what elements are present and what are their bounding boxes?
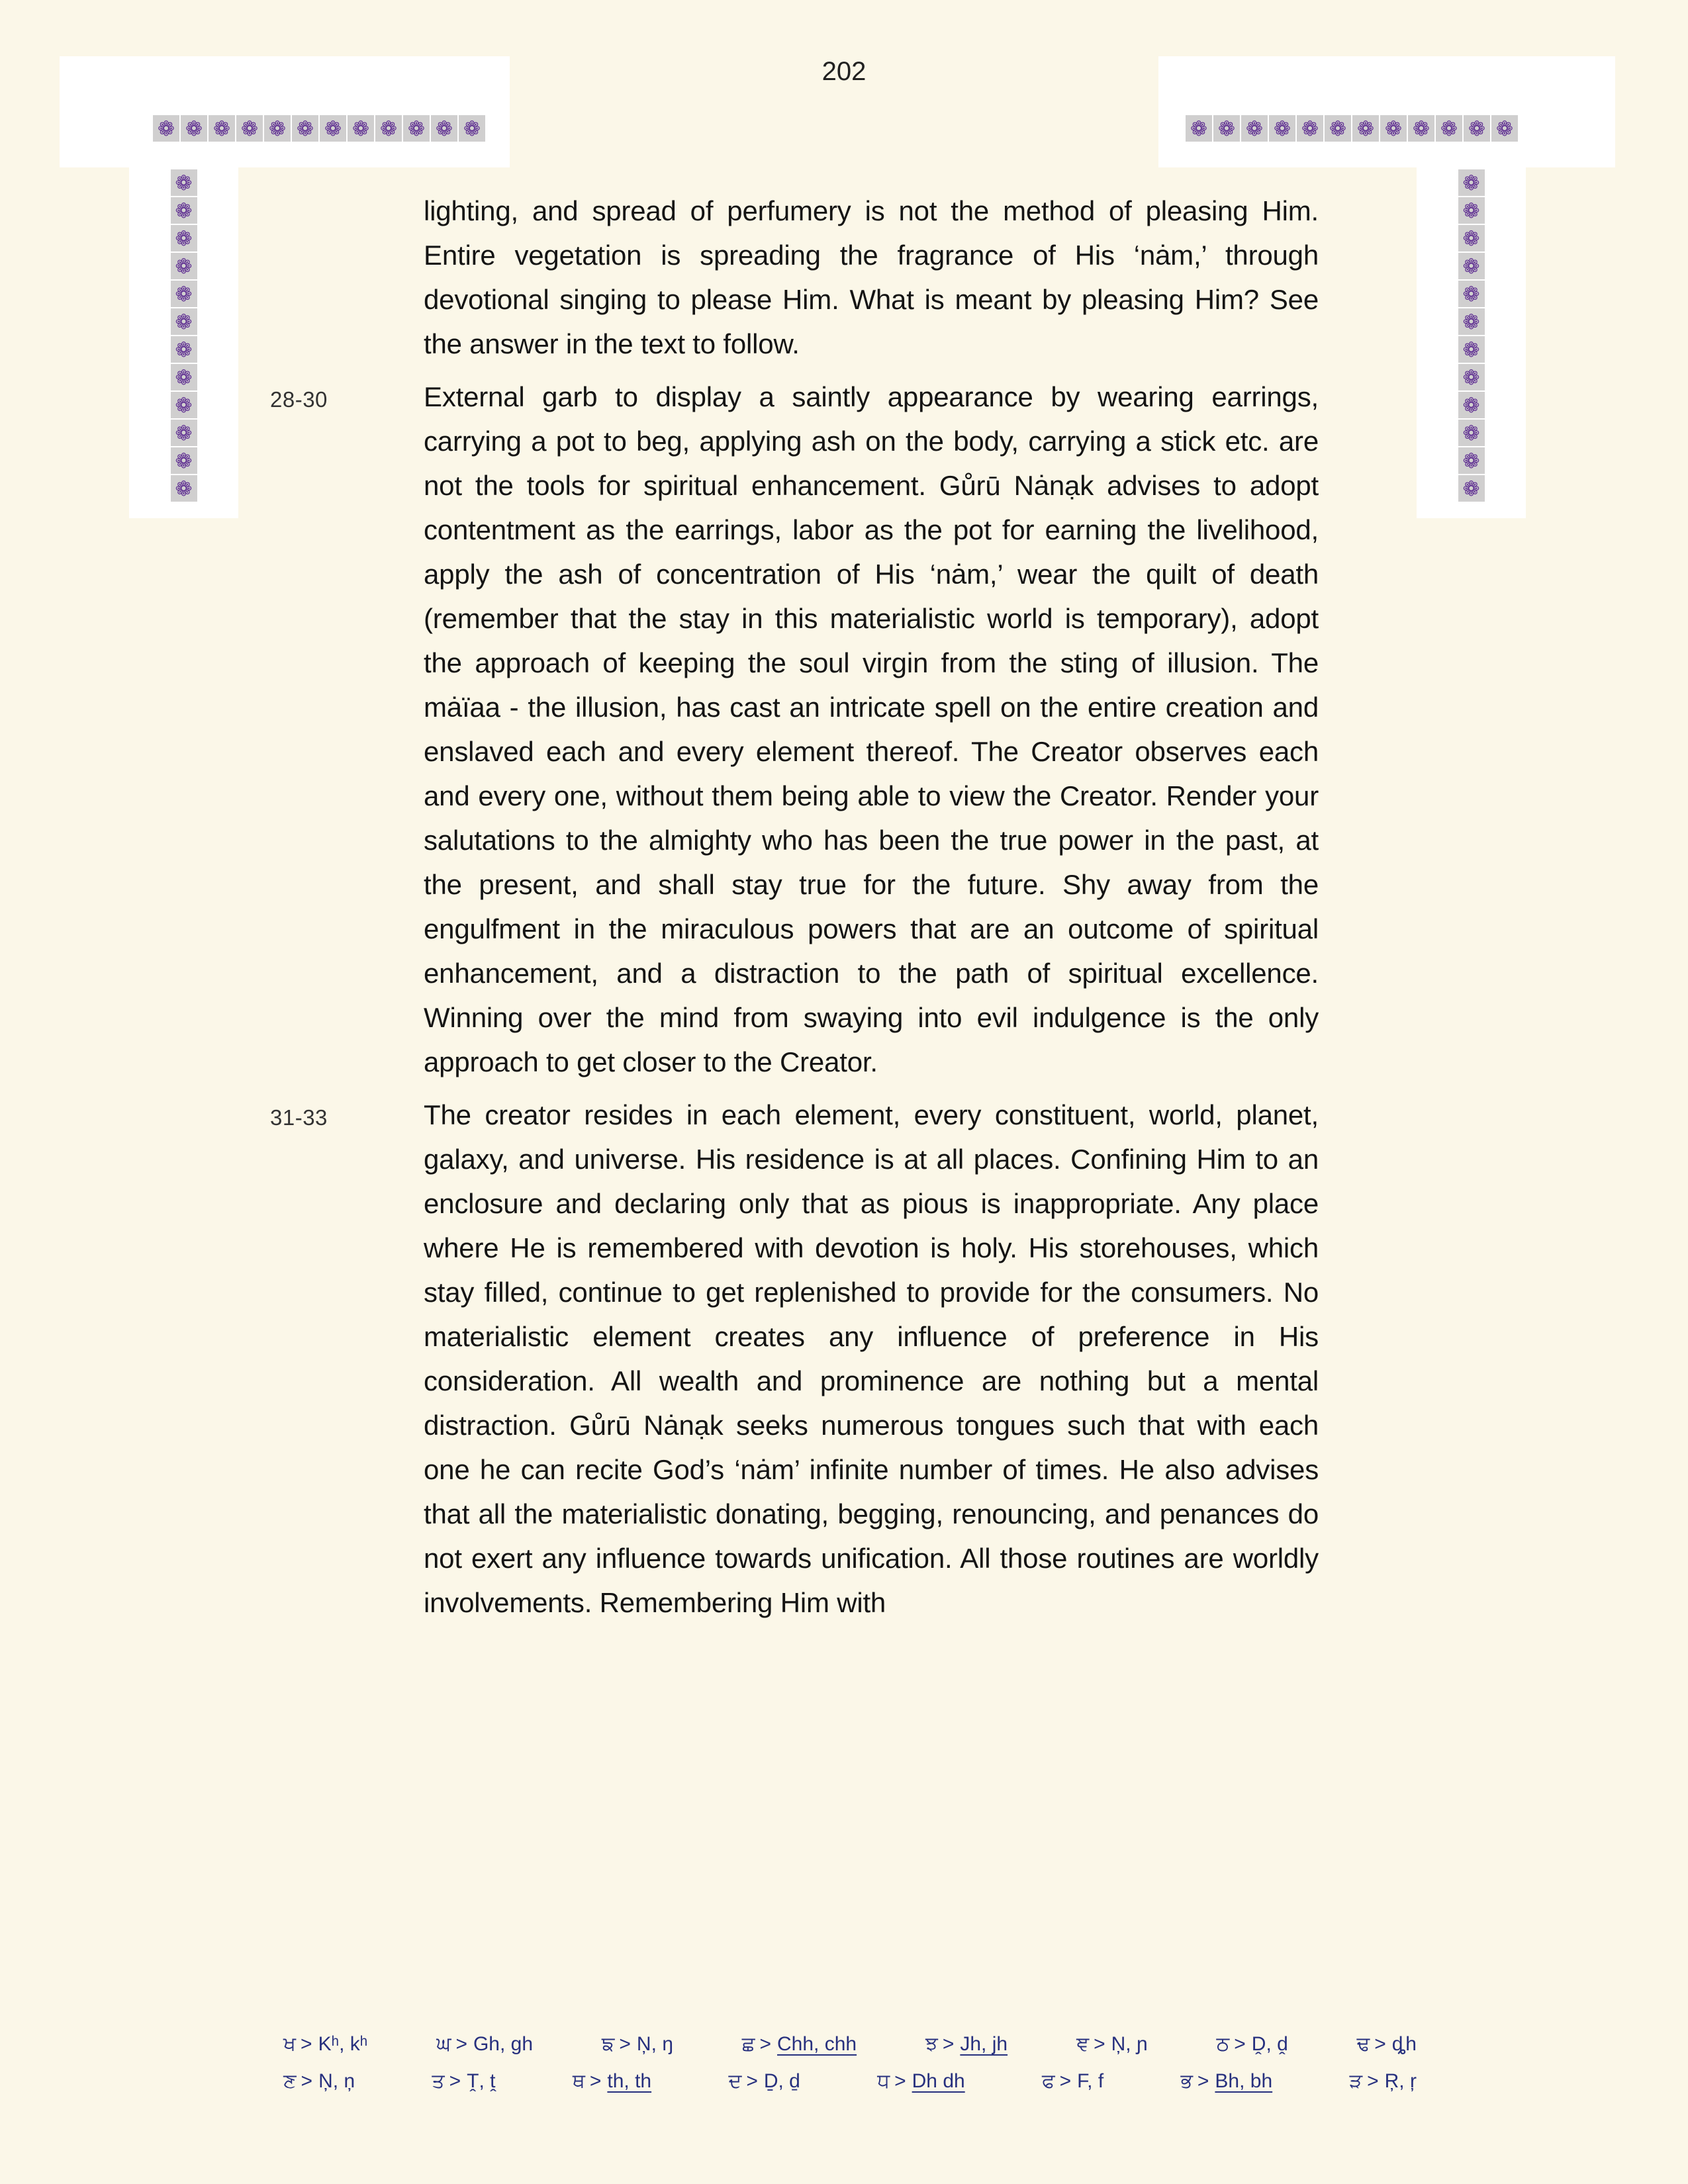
- latin-equivalent: Chh, chh: [777, 2033, 857, 2055]
- translit-cell: [283, 2033, 367, 2056]
- paragraph: [270, 375, 1319, 1084]
- latin-equivalent: F, f: [1077, 2070, 1104, 2092]
- maps-to-symbol: >: [1367, 2070, 1379, 2092]
- flower-icon: ❁: [1380, 115, 1407, 142]
- flower-icon: ❁: [292, 115, 318, 142]
- latin-equivalent: Kʰ, kʰ: [318, 2033, 368, 2055]
- translit-cell: [1349, 2070, 1416, 2093]
- latin-equivalent: ȡh: [1391, 2033, 1417, 2055]
- maps-to-symbol: >: [942, 2033, 955, 2055]
- latin-equivalent: Ņ, ņ: [318, 2070, 355, 2092]
- gurmukhi-letter: ਛ: [741, 2033, 755, 2055]
- flower-icon: ❁: [1213, 115, 1240, 142]
- gurmukhi-letter: ਫ: [1042, 2070, 1055, 2092]
- flower-icon: ❁: [181, 115, 207, 142]
- flower-icon: ❁: [1325, 115, 1351, 142]
- flower-icon: ❁: [1241, 115, 1268, 142]
- flower-icon: ❁: [171, 197, 197, 224]
- flower-icon: ❁: [171, 281, 197, 307]
- flower-icon: ❁: [171, 392, 197, 418]
- latin-equivalent: Ḓ, ḓ: [1251, 2033, 1288, 2055]
- gurmukhi-letter: ਦ: [728, 2070, 742, 2092]
- gurmukhi-letter: ਣ: [283, 2070, 297, 2092]
- flower-icon: ❁: [1269, 115, 1295, 142]
- flower-icon: ❁: [171, 420, 197, 446]
- translit-cell: [1181, 2070, 1273, 2093]
- translit-cell: [728, 2070, 800, 2093]
- translit-cell: [1076, 2033, 1148, 2056]
- flower-icon: ❁: [1458, 308, 1485, 335]
- latin-equivalent: Bh, bh: [1215, 2070, 1273, 2092]
- gurmukhi-letter: ੜ: [1349, 2070, 1363, 2092]
- flower-icon: ❁: [1491, 115, 1518, 142]
- flower-icon: ❁: [236, 115, 263, 142]
- flower-icon: ❁: [171, 475, 197, 502]
- flower-strip-right: [1458, 169, 1485, 502]
- flower-icon: ❁: [264, 115, 291, 142]
- flower-icon: ❁: [1464, 115, 1490, 142]
- flower-icon: ❁: [320, 115, 346, 142]
- translit-cell: [1042, 2070, 1103, 2093]
- transliteration-row: [283, 2033, 1417, 2056]
- flower-icon: ❁: [1458, 281, 1485, 307]
- right-border-block: [1417, 167, 1526, 518]
- flower-icon: ❁: [1436, 115, 1462, 142]
- latin-equivalent: Gh, gh: [473, 2033, 534, 2055]
- flower-icon: ❁: [171, 169, 197, 196]
- maps-to-symbol: >: [301, 2070, 313, 2092]
- flower-icon: ❁: [1458, 392, 1485, 418]
- flower-icon: ❁: [348, 115, 374, 142]
- flower-icon: ❁: [1458, 475, 1485, 502]
- gurmukhi-letter: ਥ: [572, 2070, 585, 2092]
- translit-cell: [877, 2070, 965, 2093]
- flower-icon: ❁: [431, 115, 457, 142]
- latin-equivalent: Ņ, ŋ: [636, 2033, 673, 2055]
- gurmukhi-letter: ਝ: [925, 2033, 938, 2055]
- gurmukhi-letter: ਘ: [436, 2033, 451, 2055]
- maps-to-symbol: >: [1059, 2070, 1072, 2092]
- gurmukhi-letter: ਭ: [1180, 2070, 1193, 2092]
- maps-to-symbol: >: [1197, 2070, 1209, 2092]
- gurmukhi-letter: ਙ: [601, 2033, 615, 2055]
- flower-icon: ❁: [171, 308, 197, 335]
- gurmukhi-letter: ਢ: [1356, 2033, 1370, 2055]
- flower-strip-top-right: [1185, 114, 1615, 142]
- maps-to-symbol: >: [455, 2033, 467, 2055]
- transliteration-row: [283, 2070, 1417, 2093]
- page-number: 202: [821, 57, 867, 86]
- flower-icon: ❁: [459, 115, 485, 142]
- maps-to-symbol: >: [589, 2070, 602, 2092]
- paragraph: [424, 189, 1319, 366]
- maps-to-symbol: >: [301, 2033, 312, 2055]
- translit-cell: [925, 2033, 1008, 2056]
- flower-icon: ❁: [209, 115, 235, 142]
- flower-icon: ❁: [1458, 197, 1485, 224]
- flower-icon: ❁: [403, 115, 430, 142]
- paragraph: [270, 1093, 1319, 1625]
- flower-icon: ❁: [171, 225, 197, 251]
- flower-icon: ❁: [1458, 253, 1485, 279]
- flower-icon: ❁: [1458, 447, 1485, 474]
- flower-icon: ❁: [171, 447, 197, 474]
- latin-equivalent: Ḏ, ḏ: [763, 2070, 800, 2092]
- paragraph-text: The creator resides in each element, every constituent, world, planet, galaxy, and universe. His residence is at all places. Confining Him to an enclosure and declaring only that as pious is inappropriate. Any place where He is remembered with devotion is holy. His storehouses, which stay filled, continue to get replenished to provide for the consumers. No materialistic element creates any influence of preference in His consideration. All wealth and prominence are nothing but a mental distraction. Gůrū Nȧnạk seeks numerous tongues such that with each one he can recite God’s ‘nȧm’ infinite number of times. He also advises that all the materialistic donating, begging, renouncing, and penances do not exert any influence towards unification. All those routines are worldly involvements. Remembering Him with: [424, 1099, 1319, 1618]
- latin-equivalent: Ŗ, ŗ: [1384, 2070, 1417, 2092]
- maps-to-symbol: >: [619, 2033, 631, 2055]
- latin-equivalent: th, th: [607, 2070, 652, 2092]
- flower-icon: ❁: [1458, 364, 1485, 390]
- flower-icon: ❁: [171, 336, 197, 363]
- flower-icon: ❁: [171, 364, 197, 390]
- paragraph-text: External garb to display a saintly appearance by wearing earrings, carrying a pot to beg, applying ash on the body, carrying a stick etc. are not the tools for spiritual enhancement. Gůrū Nȧnạk advises to adopt contentment as the earrings, labor as the pot for earning the livelihood, apply the ash of concentration of His ‘nȧm,’ wear the quilt of death (remember that the stay in this materialistic world is temporary), adopt the approach of keeping the soul virgin from the sting of illusion. The mȧïaa - the illusion, has cast an intricate spell on the entire creation and enslaved each and every element thereof. The Creator observes each and every one, without them being able to view the Creator. Render your salutations to the almighty who has been the true power in the past, at the present, and shall stay true for the future. Shy away from the engulfment in the miraculous powers that are an outcome of spiritual enhancement, and a distraction to the path of spiritual excellence. Winning over the mind from swaying into evil indulgence is the only approach to get closer to the Creator.: [424, 381, 1319, 1077]
- latin-equivalent: Dh dh: [912, 2070, 965, 2092]
- latin-equivalent: Ṱ, ṱ: [467, 2070, 496, 2092]
- flower-strip-left: [170, 169, 198, 502]
- translit-cell: [602, 2033, 673, 2056]
- maps-to-symbol: >: [1094, 2033, 1105, 2055]
- flower-icon: ❁: [1458, 169, 1485, 196]
- flower-icon: ❁: [1458, 420, 1485, 446]
- translit-cell: [436, 2033, 533, 2056]
- translit-cell: [742, 2033, 857, 2056]
- left-border-block: [129, 167, 238, 518]
- verse-range-label: 31-33: [270, 1105, 328, 1130]
- maps-to-symbol: >: [759, 2033, 772, 2055]
- latin-equivalent: Jh, jh: [960, 2033, 1008, 2055]
- gurmukhi-letter: ਖ: [283, 2033, 297, 2055]
- maps-to-symbol: >: [894, 2070, 906, 2092]
- translit-cell: [1217, 2033, 1288, 2056]
- gurmukhi-letter: ਧ: [877, 2070, 890, 2092]
- translit-cell: [1357, 2033, 1417, 2056]
- transliteration-key: [283, 2033, 1417, 2107]
- latin-equivalent: Ņ, ɲ: [1111, 2033, 1148, 2055]
- flower-icon: ❁: [1408, 115, 1434, 142]
- translit-cell: [573, 2070, 651, 2093]
- flower-icon: ❁: [171, 253, 197, 279]
- verse-range-label: 28-30: [270, 387, 328, 412]
- flower-icon: ❁: [1297, 115, 1323, 142]
- paragraph-text: lighting, and spread of perfumery is not the method of pleasing Him. Entire vegetation is spreading the fragrance of His ‘nȧm,’ through devotional singing to please Him. What is meant by pleasing Him? See the answer in the text to follow.: [424, 195, 1319, 359]
- translit-cell: [283, 2070, 355, 2093]
- flower-icon: ❁: [375, 115, 402, 142]
- flower-icon: ❁: [1352, 115, 1379, 142]
- flower-icon: ❁: [1458, 336, 1485, 363]
- flower-icon: ❁: [1458, 225, 1485, 251]
- body-text: [270, 189, 1319, 1633]
- flower-strip-top-left: [152, 114, 510, 142]
- gurmukhi-letter: ਤ: [432, 2070, 445, 2092]
- flower-icon: ❁: [153, 115, 179, 142]
- flower-icon: ❁: [1186, 115, 1212, 142]
- maps-to-symbol: >: [449, 2070, 461, 2092]
- maps-to-symbol: >: [1374, 2033, 1386, 2055]
- maps-to-symbol: >: [1234, 2033, 1246, 2055]
- translit-cell: [432, 2070, 495, 2093]
- gurmukhi-letter: ਠ: [1216, 2033, 1230, 2055]
- gurmukhi-letter: ਞ: [1076, 2033, 1090, 2055]
- maps-to-symbol: >: [746, 2070, 758, 2092]
